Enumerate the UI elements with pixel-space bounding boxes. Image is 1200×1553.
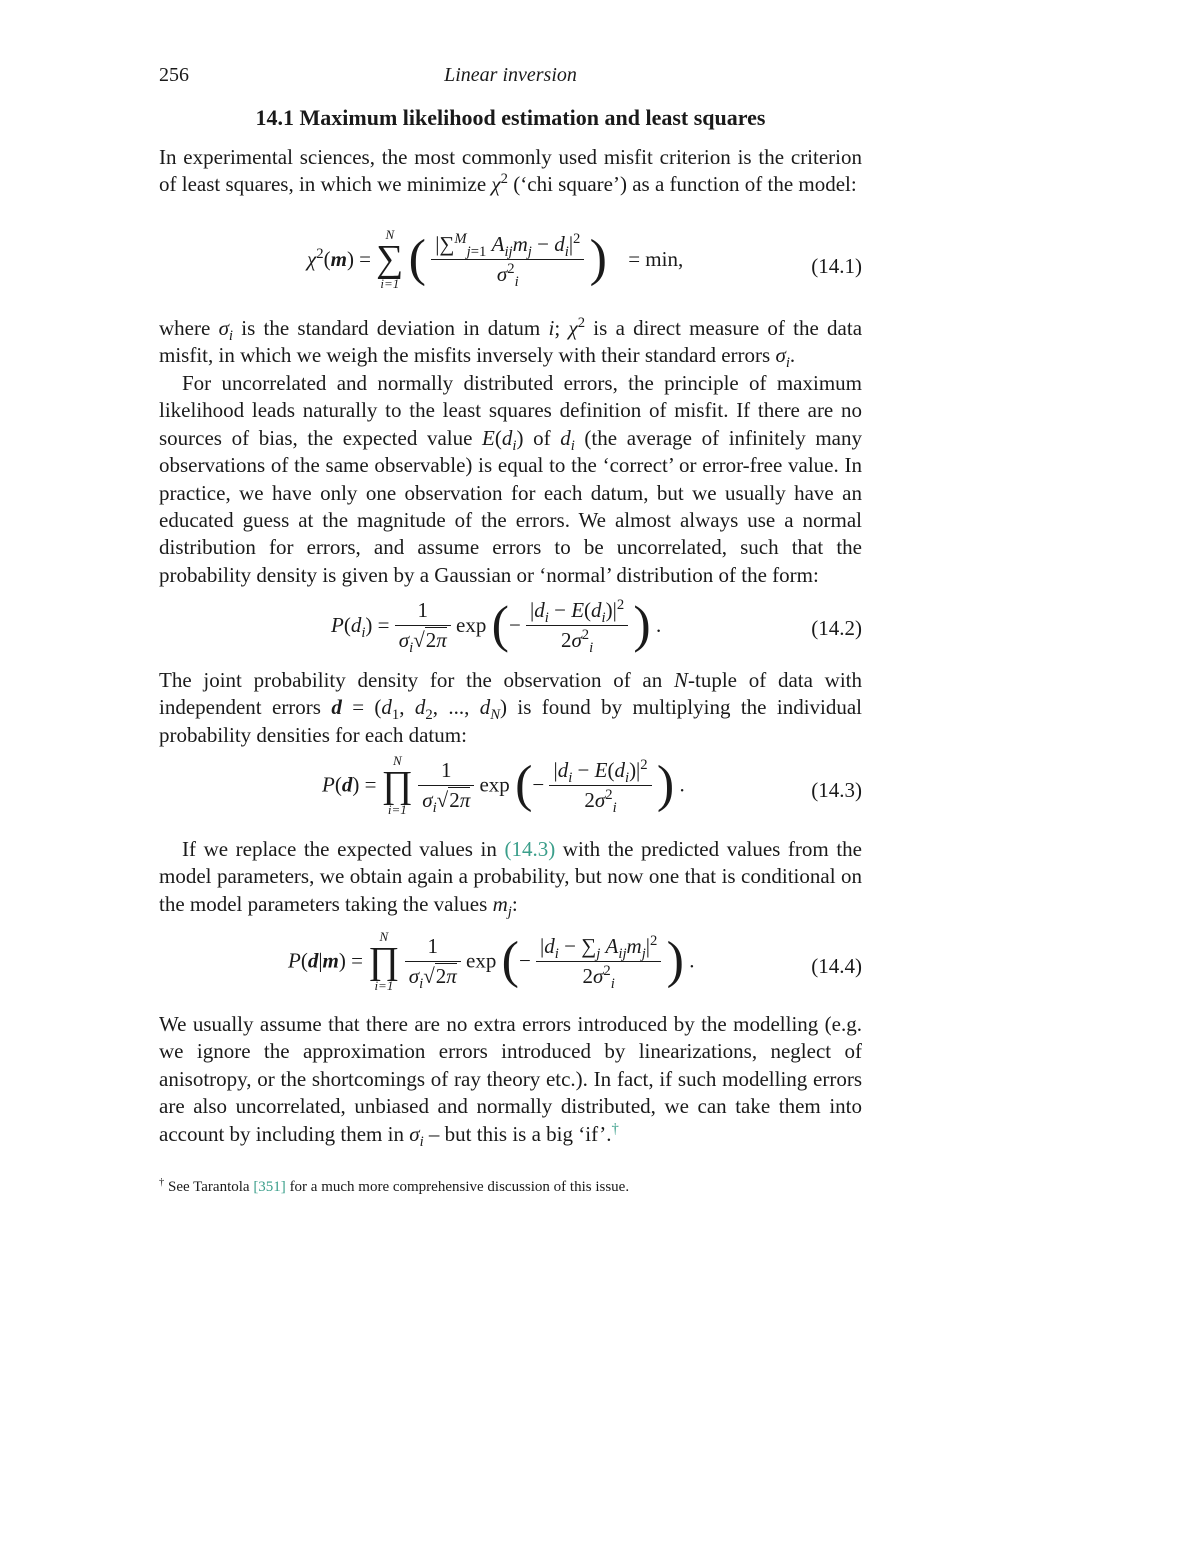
equation-14-2: $P(d_i)$ = $\frac{1}{\sigma_i√2\pi}$ exp (− $\frac{|d_i - E(d_i)|^2}{2\sigma^2_i}$ ) . (14.2) xyxy=(331,596,862,657)
paragraph-6: We usually assume that there are no extra errors introduced by the modelling (e.g. we ignore the approximation errors introduced by linearizations, neglect of anisotropy, or the shortcomings of ray theory etc.). In fact, if such modelling errors are also uncorrelated, unbiased and normally distributed, we can take them into account by including them in $\sigma_i$ – but this is a big ‘if’.† xyxy=(159,1012,862,1150)
paragraph-1: In experimental sciences, the most commonly used misfit criterion is the criterion of least squares, in which we minimize $\chi^2$ (‘chi square’) as a function of the model: xyxy=(159,145,862,197)
text: See Tarantola xyxy=(164,1179,254,1195)
text: is the standard deviation in datum xyxy=(233,316,549,340)
text: is a direct measure of the data misfit, in which we weigh the misfits inversely with their standard errors xyxy=(159,316,863,368)
footnote-marker[interactable]: † xyxy=(611,1120,619,1137)
footnote-mark: † xyxy=(159,1177,165,1188)
running-head xyxy=(159,64,862,94)
text: – but this is a big ‘if’. xyxy=(423,1121,612,1146)
text: In experimental sciences, the most commonly used misfit criterion is the criterion of least squares, in which we minimize xyxy=(159,145,862,197)
text: is found by multiplying the individual probability densities for each datum: xyxy=(159,695,863,747)
equation-14-3: P(d) = N ∏ i=1 $\frac{1}{\sigma_i√2\pi}$ exp (− $\frac{|d_i - E(d_i)|^2}{2\sigma^2_i}$ ) . (14.3) xyxy=(322,753,862,817)
text: where xyxy=(159,316,219,340)
text: for a much more comprehensive discussion of this issue. xyxy=(285,1179,630,1195)
equation-number: (14.2) xyxy=(811,616,862,640)
running-title: Linear inversion xyxy=(444,64,577,86)
text: If we replace the expected values in xyxy=(182,837,505,861)
citation-link[interactable]: [351] xyxy=(253,1179,286,1195)
text: of xyxy=(523,425,561,450)
text: The joint probability density for the observation of an xyxy=(159,668,674,692)
page-number: 256 xyxy=(159,64,189,86)
paragraph-2: where $\sigma_i$ is the standard deviation in datum i; $\chi^2$ is a direct measure of the data misfit, in which we weigh the misfits inversely with their standard errors $\sigma_i$. xyxy=(159,315,863,372)
equation-number: (14.4) xyxy=(811,954,862,978)
paragraph-5: If we replace the expected values in (14.3) with the predicted values from the model parameters, we obtain again a probability, but now one that is conditional on the model parameters taking the values $m_j$: xyxy=(159,837,862,920)
text: For uncorrelated and normally distributed errors, the principle of maximum likelihood leads naturally to the least squares definition of misfit. If there are no sources of bias, the expected value xyxy=(159,371,862,450)
text: We usually assume that there are no extra errors introduced by the modelling (e.g. we ignore the approximation errors introduced by linearizations, neglect of anisotropy, or the shortcomings of ray theory etc.). In fact, if such modelling errors are also uncorrelated, unbiased and normally distributed, we can take them into account by including them in xyxy=(159,1012,862,1146)
exp-label: exp xyxy=(479,772,510,797)
text: (the average of infinitely many observations of the same observable) is equal to the ‘correct’ or error-free value. In practice, we have only one observation for each datum, but we usually have an educated guess at the magnitude of the errors. We almost always use a normal distribution for errors, and assume errors to be uncorrelated, such that the probability density is given by a Gaussian or ‘normal’ distribution of the form: xyxy=(159,425,862,587)
equation-number: (14.1) xyxy=(811,254,862,278)
equation-number: (14.3) xyxy=(811,778,862,802)
exp-label: exp xyxy=(466,948,497,973)
exp-label: exp xyxy=(456,613,487,637)
text: with the predicted values from the model parameters, we obtain again a probability, but now one that is conditional on the model parameters taking the values xyxy=(159,837,862,916)
equation-14-4: P(d|m) = N ∏ i=1 $\frac{1}{\sigma_i√2\pi}$ exp (− $\frac{|d_i - \sum_j A_{ij}m_j|^2}{2\sigma^2_i}$ ) . (14.4) xyxy=(288,929,862,993)
equation-14-1: $\chi^2(m)$ = N ∑ i=1 ( $\frac{|\sum^M_{j=1} A_{ij}m_j - d_i|^2}{\sigma^2_i}$ ) = min, (14.1) xyxy=(307,227,862,291)
equation-link[interactable]: (14.3) xyxy=(504,837,556,861)
section-title: 14.1 Maximum likelihood estimation and least squares xyxy=(255,105,766,130)
footnote xyxy=(159,1179,862,1196)
paragraph-4: The joint probability density for the observation of an N-tuple of data with independent errors $d = (d_1$, $d_2$, ..., $d_N$) is found by multiplying the individual probability densities for each datum: xyxy=(159,668,863,747)
text: (‘chi square’) as a function of the model: xyxy=(508,172,857,197)
eq1-result: = min, xyxy=(628,246,684,271)
paragraph-3: For uncorrelated and normally distributed errors, the principle of maximum likelihood leads naturally to the least squares definition of misfit. If there are no sources of bias, the expected value $E(d_i)$ of $d_i$ (the average of infinitely many observations of the same observable) is equal to the ‘correct’ or error-free value. In practice, we have only one observation for each datum, but we usually have an educated guess at the magnitude of the errors. We almost always use a normal distribution for errors, and assume errors to be uncorrelated, such that the probability density is given by a Gaussian or ‘normal’ distribution of the form: xyxy=(159,371,862,587)
text: -tuple of data with independent errors xyxy=(159,668,862,720)
